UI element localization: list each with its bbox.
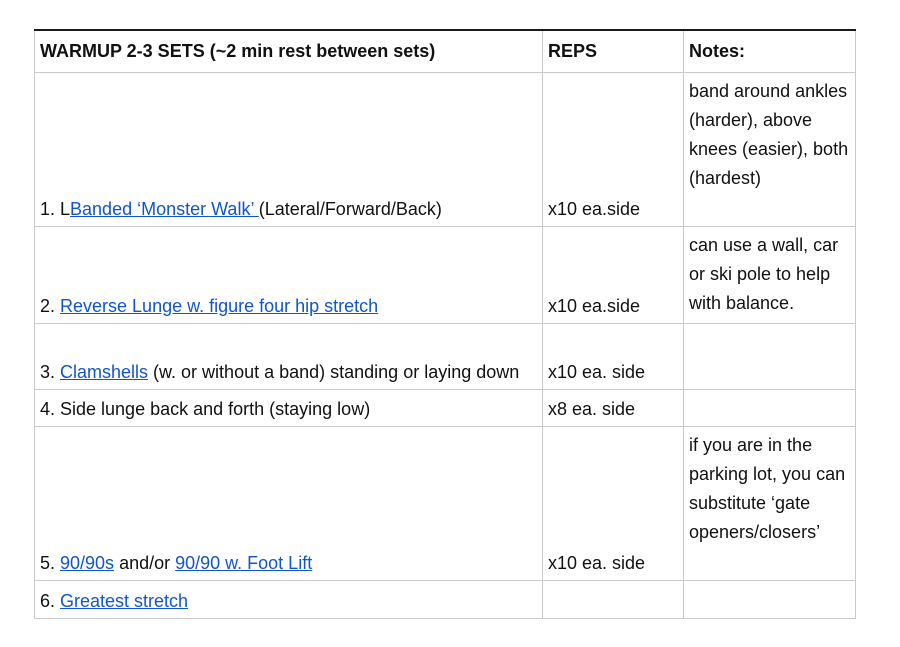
exercise-text: and/or — [114, 553, 176, 573]
notes-cell — [684, 324, 856, 390]
reps-cell: x10 ea. side — [543, 427, 684, 581]
exercise-cell — [35, 390, 543, 427]
table-row — [35, 73, 856, 227]
exercise-cell — [35, 427, 543, 581]
exercise-cell — [35, 227, 543, 324]
exercise-number: 3. — [40, 362, 61, 382]
table-row — [35, 390, 856, 427]
header-exercise: WARMUP 2-3 SETS (~2 min rest between sets) — [35, 30, 543, 73]
table-row — [35, 324, 856, 390]
notes-cell: band around ankles (harder), above knees (easier), both (hardest) — [684, 73, 856, 227]
header-row — [35, 30, 856, 73]
ninety-ninety-foot-lift-link[interactable]: 90/90 w. Foot Lift — [175, 553, 313, 573]
exercise-number: 6. — [40, 591, 61, 611]
reverse-lunge-link[interactable]: Reverse Lunge w. figure four hip stretch — [60, 296, 379, 316]
header-notes: Notes: — [684, 30, 856, 73]
notes-cell: if you are in the parking lot, you can substitute ‘gate openers/closers’ — [684, 427, 856, 581]
exercise-cell — [35, 581, 543, 619]
header-reps: REPS — [543, 30, 684, 73]
exercise-cell — [35, 73, 543, 227]
exercise-text: (w. or without a band) standing or laying down — [148, 362, 520, 382]
warmup-table — [34, 29, 856, 619]
ninety-ninety-link[interactable]: 90/90s — [60, 553, 115, 573]
reps-cell: x10 ea. side — [543, 324, 684, 390]
clamshells-link[interactable]: Clamshells — [60, 362, 149, 382]
reps-cell: x10 ea.side — [543, 73, 684, 227]
notes-cell — [684, 581, 856, 619]
greatest-stretch-link[interactable]: Greatest stretch — [60, 591, 189, 611]
exercise-text: (Lateral/Forward/Back) — [258, 199, 442, 219]
notes-cell: can use a wall, car or ski pole to help with balance. — [684, 227, 856, 324]
exercise-cell — [35, 324, 543, 390]
reps-cell: x10 ea.side — [543, 227, 684, 324]
table-row — [35, 581, 856, 619]
exercise-text: 4. Side lunge back and forth (staying low) — [40, 399, 371, 419]
reps-cell — [543, 581, 684, 619]
table-row — [35, 427, 856, 581]
banded-monster-walk-link[interactable]: Banded ‘Monster Walk’ — [70, 199, 259, 219]
exercise-number: 5. — [40, 553, 61, 573]
notes-cell — [684, 390, 856, 427]
exercise-number: 1. L — [40, 199, 71, 219]
reps-cell: x8 ea. side — [543, 390, 684, 427]
exercise-number: 2. — [40, 296, 61, 316]
table-row — [35, 227, 856, 324]
